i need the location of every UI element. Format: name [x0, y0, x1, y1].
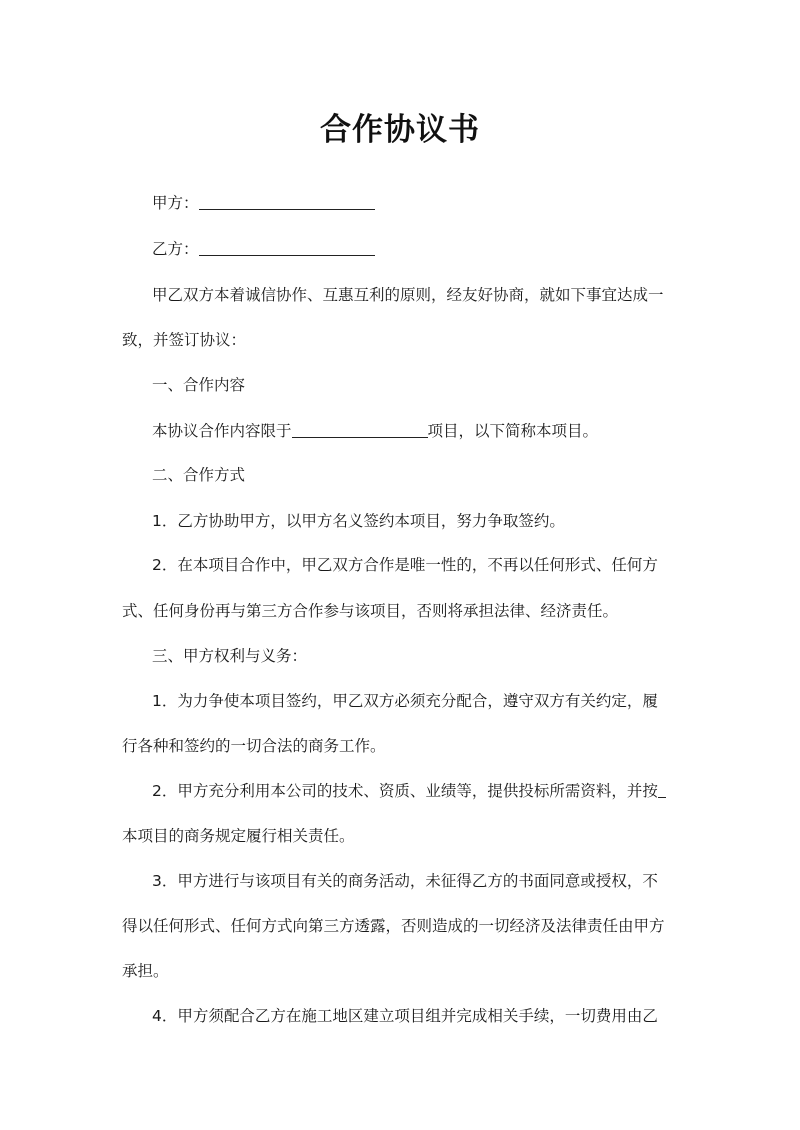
section-2-item-2-line-2: 式、任何身份再与第三方合作参与该项目，否则将承担法律、经济责任。 — [122, 602, 619, 620]
section-1-heading: 一、合作内容 — [152, 376, 246, 394]
section-3-item-3-line-2: 得以任何形式、任何方式向第三方透露，否则造成的一切经济及法律责任由甲方 — [122, 917, 665, 935]
section-3-item-2-line-2: 本项目的商务规定履行相关责任。 — [122, 827, 355, 845]
section-1-content — [152, 421, 598, 441]
section-3-item-4-line-1: 4．甲方须配合乙方在施工地区建立项目组并完成相关手续，一切费用由乙 — [152, 1007, 658, 1025]
section-2-item-1: 1．乙方协助甲方，以甲方名义签约本项目，努力争取签约。 — [152, 512, 565, 530]
section-2-heading: 二、合作方式 — [152, 466, 246, 484]
section-3-item-2-text: 2．甲方充分利用本公司的技术、资质、业绩等，提供投标所需资料，并按 — [152, 782, 658, 800]
party-a-line — [152, 193, 375, 213]
party-b-blank — [199, 239, 375, 256]
section-3-item-3-line-1: 3．甲方进行与该项目有关的商务活动，未征得乙方的书面同意或授权，不 — [152, 872, 658, 890]
section-3-item-3-line-3: 承担。 — [122, 962, 169, 980]
preamble-line-1: 甲乙双方本着诚信协作、互惠互利的原则，经友好协商，就如下事宜达成一 — [152, 286, 664, 304]
section-3-item-2-blank — [658, 781, 666, 798]
party-a-blank — [199, 193, 375, 210]
party-a-label: 甲方： — [152, 194, 199, 212]
section-3-heading: 三、甲方权利与义务： — [152, 647, 308, 665]
section-1-content-prefix: 本协议合作内容限于 — [152, 422, 292, 440]
section-3-item-2-line-1 — [152, 781, 666, 801]
preamble-line-2: 致，并签订协议： — [122, 331, 247, 349]
section-3-item-1-line-2: 行各种和签约的一切合法的商务工作。 — [122, 737, 386, 755]
party-b-label: 乙方： — [152, 240, 199, 258]
section-1-content-suffix: 项目，以下简称本项目。 — [427, 422, 599, 440]
section-2-item-2-line-1: 2．在本项目合作中，甲乙双方合作是唯一性的，不再以任何形式、任何方 — [152, 556, 658, 574]
project-name-blank — [292, 421, 428, 438]
party-b-line — [152, 239, 375, 259]
document-title: 合作协议书 — [320, 112, 480, 148]
section-3-item-1-line-1: 1．为力争使本项目签约，甲乙双方必须充分配合，遵守双方有关约定，履 — [152, 692, 658, 710]
